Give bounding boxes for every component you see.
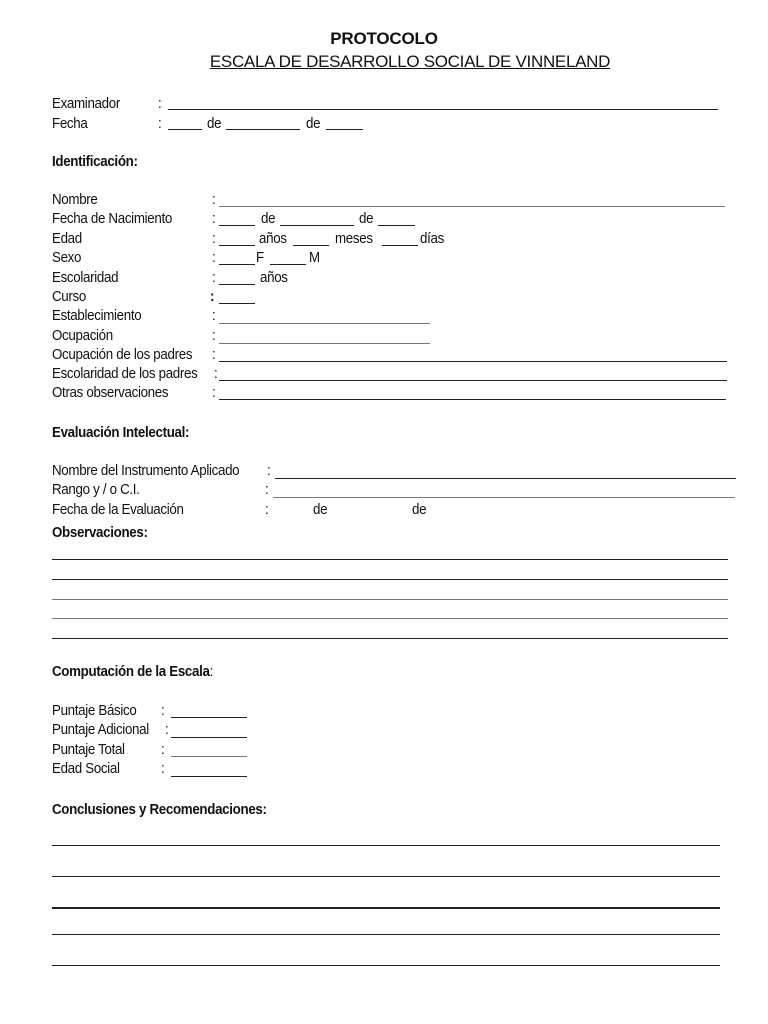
colon: : — [212, 231, 216, 247]
evaluacion-heading: Evaluación Intelectual: — [52, 425, 190, 441]
colon: : — [212, 308, 216, 324]
observaciones-line[interactable] — [52, 579, 728, 580]
dias-text: días — [420, 231, 444, 247]
puntaje-adicional-field[interactable] — [171, 737, 247, 738]
rango-label: Rango y / o C.I. — [52, 482, 140, 498]
conclusiones-line[interactable] — [52, 934, 720, 935]
colon: : — [212, 211, 216, 227]
edad-social-field[interactable] — [171, 776, 247, 777]
de-text: de — [412, 502, 427, 518]
establecimiento-field[interactable] — [219, 323, 430, 324]
colon: : — [212, 385, 216, 401]
sexo-label: Sexo — [52, 250, 82, 266]
conclusiones-line[interactable] — [52, 965, 720, 966]
otras-observaciones-label: Otras observaciones — [52, 385, 169, 401]
meses-text: meses — [335, 231, 373, 247]
ocupacion-label: Ocupación — [52, 328, 113, 344]
observaciones-line[interactable] — [52, 559, 728, 560]
colon: : — [161, 761, 165, 777]
observaciones-line[interactable] — [52, 618, 728, 619]
puntaje-basico-field[interactable] — [171, 717, 247, 718]
colon: : — [265, 502, 269, 518]
ocupacion-padres-field[interactable] — [219, 361, 727, 362]
conclusiones-line[interactable] — [52, 907, 720, 909]
colon: : — [265, 482, 269, 498]
computacion-heading: Computación de la Escala — [52, 664, 210, 680]
de-text: de — [306, 116, 321, 132]
f-text: F — [256, 250, 264, 266]
anos-text: años — [260, 270, 288, 286]
colon: : — [165, 722, 169, 738]
edad-meses-field[interactable] — [293, 245, 329, 246]
examinador-field[interactable] — [168, 109, 718, 110]
escolaridad-padres-label: Escolaridad de los padres — [52, 366, 198, 382]
rango-field[interactable] — [273, 497, 735, 498]
observaciones-line[interactable] — [52, 599, 728, 600]
colon: : — [212, 270, 216, 286]
puntaje-total-field[interactable] — [171, 756, 247, 757]
identificacion-heading: Identificación: — [52, 154, 138, 170]
edad-dias-field[interactable] — [382, 245, 418, 246]
ocupacion-field[interactable] — [219, 343, 430, 344]
nacimiento-year-field[interactable] — [378, 225, 415, 226]
examinador-label: Examinador — [52, 96, 120, 112]
nacimiento-day-field[interactable] — [219, 225, 255, 226]
fecha-year-field[interactable] — [326, 129, 363, 130]
instrumento-label: Nombre del Instrumento Aplicado — [52, 463, 240, 479]
de-text: de — [359, 211, 374, 227]
escolaridad-field[interactable] — [219, 284, 255, 285]
conclusiones-line[interactable] — [52, 876, 720, 877]
colon: : — [212, 328, 216, 344]
page-subtitle: ESCALA DE DESARROLLO SOCIAL DE VINNELAND — [209, 52, 611, 71]
establecimiento-label: Establecimiento — [52, 308, 142, 324]
colon: : — [158, 116, 162, 132]
ocupacion-padres-label: Ocupación de los padres — [52, 347, 193, 363]
de-text: de — [207, 116, 222, 132]
fecha-evaluacion-label: Fecha de la Evaluación — [52, 502, 184, 518]
fecha-label: Fecha — [52, 116, 88, 132]
colon: : — [210, 289, 215, 305]
colon: : — [212, 250, 216, 266]
page-title: PROTOCOLO — [330, 29, 438, 48]
nombre-field[interactable] — [219, 206, 725, 207]
anos-text: años — [259, 231, 287, 247]
nombre-label: Nombre — [52, 192, 98, 208]
curso-label: Curso — [52, 289, 86, 305]
escolaridad-padres-field[interactable] — [219, 380, 727, 381]
sexo-m-field[interactable] — [270, 264, 306, 265]
computacion-heading-wrap — [52, 664, 213, 680]
colon: : — [214, 366, 218, 382]
conclusiones-heading: Conclusiones y Recomendaciones: — [52, 802, 267, 818]
fecha-nacimiento-label: Fecha de Nacimiento — [52, 211, 172, 227]
colon: : — [267, 463, 271, 479]
colon: : — [161, 742, 165, 758]
observaciones-heading: Observaciones: — [52, 525, 148, 541]
fecha-day-field[interactable] — [168, 129, 202, 130]
sexo-f-field[interactable] — [219, 264, 255, 265]
observaciones-line[interactable] — [52, 638, 728, 639]
colon: : — [212, 347, 216, 363]
colon: : — [209, 664, 213, 680]
de-text: de — [261, 211, 276, 227]
curso-field[interactable] — [219, 303, 255, 304]
edad-label: Edad — [52, 231, 82, 247]
colon: : — [161, 703, 165, 719]
edad-social-label: Edad Social — [52, 761, 120, 777]
puntaje-basico-label: Puntaje Básico — [52, 703, 137, 719]
instrumento-field[interactable] — [275, 478, 736, 479]
fecha-month-field[interactable] — [226, 129, 300, 130]
otras-observaciones-field[interactable] — [219, 399, 726, 400]
puntaje-total-label: Puntaje Total — [52, 742, 125, 758]
puntaje-adicional-label: Puntaje Adicional — [52, 722, 149, 738]
de-text: de — [313, 502, 328, 518]
colon: : — [158, 96, 162, 112]
edad-anos-field[interactable] — [219, 245, 255, 246]
colon: : — [212, 192, 216, 208]
nacimiento-month-field[interactable] — [280, 225, 354, 226]
escolaridad-label: Escolaridad — [52, 270, 119, 286]
m-text: M — [309, 250, 320, 266]
conclusiones-line[interactable] — [52, 845, 720, 846]
